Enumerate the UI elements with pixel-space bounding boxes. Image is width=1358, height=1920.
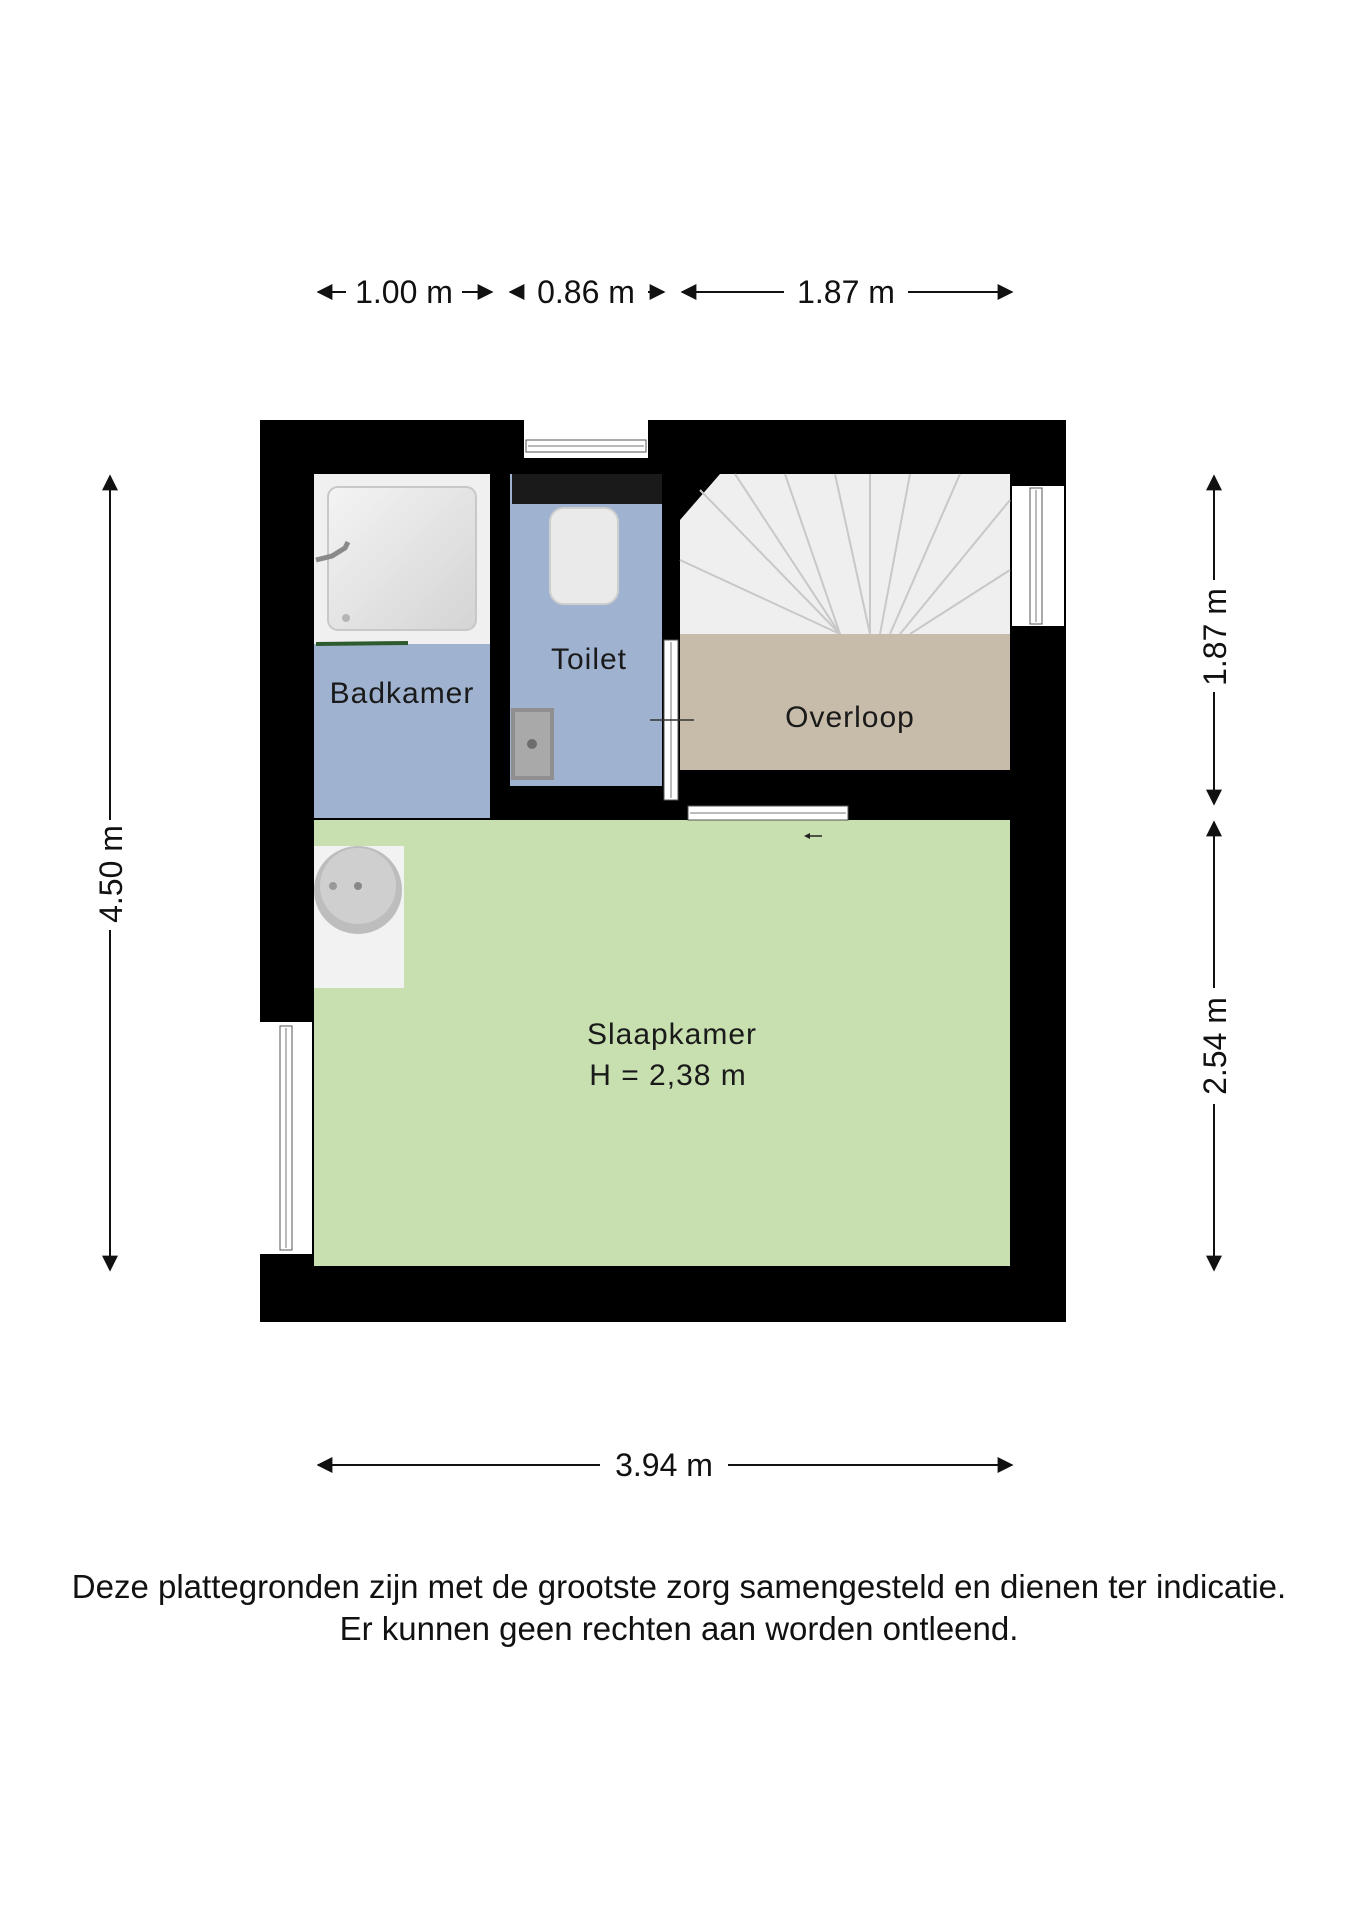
dim-top-3: 1.87 m [797, 274, 895, 310]
label-toilet: Toilet [550, 643, 628, 676]
label-overloop: Overloop [785, 701, 915, 734]
right-dimensions [1197, 476, 1233, 1270]
dim-top-1: 1.00 m [355, 274, 453, 310]
bottom-dimension [318, 1447, 1012, 1483]
disclaimer-line-2: Er kunnen geen rechten aan worden ontleend. [339, 1610, 1019, 1647]
staircase-icon [680, 474, 1010, 634]
top-dimensions [318, 274, 1012, 310]
window-top [524, 420, 648, 458]
label-slaapkamer-height: H = 2,38 m [589, 1059, 747, 1092]
dim-bottom: 3.94 m [615, 1447, 713, 1483]
label-slaapkamer: Slaapkamer [586, 1018, 758, 1051]
disclaimer-line-1: Deze plattegronden zijn met de grootste zorg samengesteld en dienen ter indicatie. [71, 1568, 1287, 1605]
bedroom-door [688, 806, 848, 820]
dim-top-2: 0.86 m [537, 274, 635, 310]
left-dimension [93, 476, 129, 1270]
dim-right-bottom: 2.54 m [1197, 997, 1233, 1095]
window-right [1012, 486, 1064, 626]
shower-tray-icon [314, 474, 490, 644]
hand-basin-icon [511, 708, 554, 780]
toilet-bowl-icon [550, 508, 618, 604]
dim-right-top: 1.87 m [1197, 588, 1233, 686]
dim-left: 4.50 m [93, 825, 129, 923]
window-left [260, 1022, 312, 1254]
washbasin-icon [314, 846, 404, 988]
label-badkamer: Badkamer [329, 677, 475, 710]
toilet-cistern [512, 474, 662, 504]
